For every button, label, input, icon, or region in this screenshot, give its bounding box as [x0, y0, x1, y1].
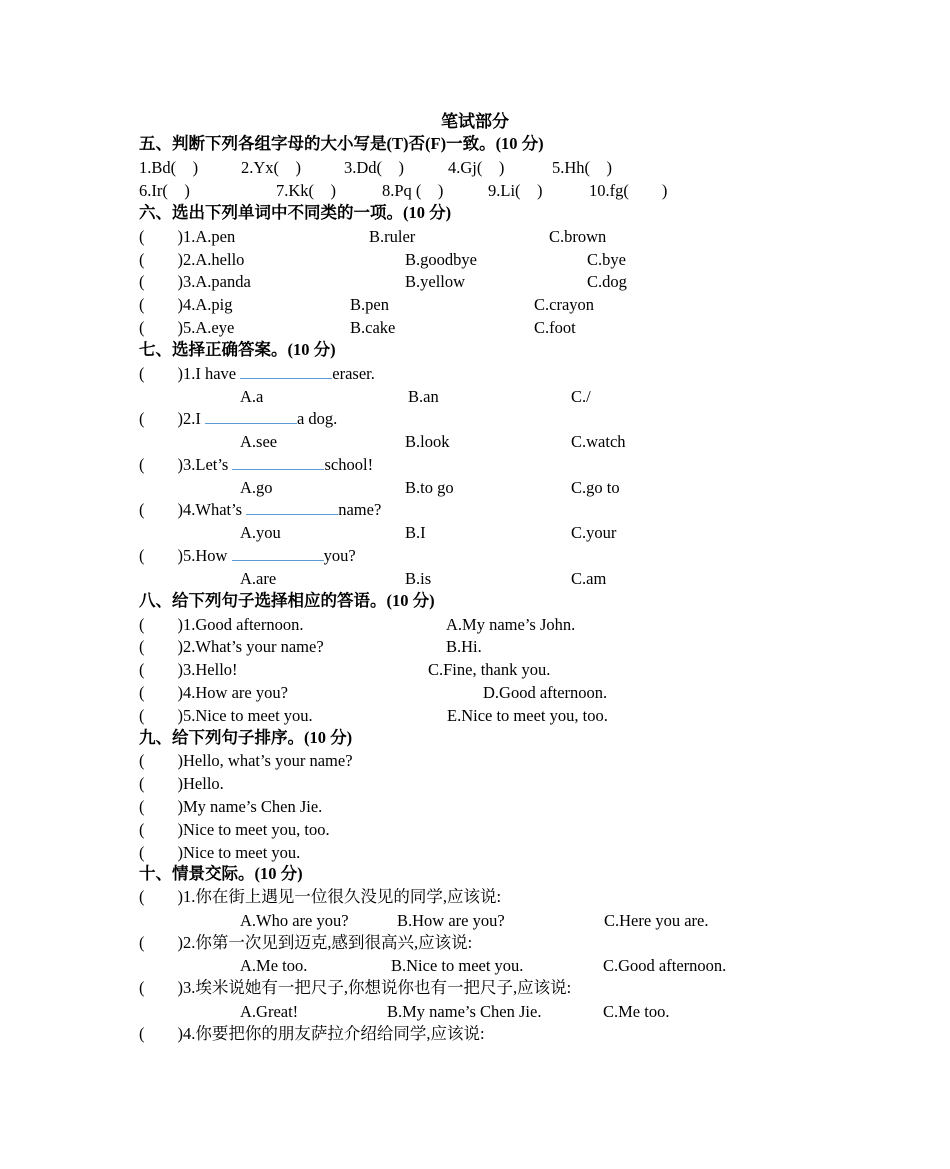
s7-option: A.you	[240, 523, 281, 542]
section-6-heading: 六、选出下列单词中不同类的一项。(10 分)	[139, 203, 452, 222]
s8-question: ( )2.What’s your name?	[139, 637, 324, 656]
s7-question-text: ( )2.I	[139, 409, 205, 428]
s7-option: B.an	[408, 387, 439, 406]
s10-option: C.Good afternoon.	[603, 956, 727, 975]
s5-item: 3.Dd( )	[344, 158, 405, 177]
s6-question: ( )1.A.pen	[139, 227, 236, 246]
section-5-heading: 五、判断下列各组字母的大小写是(T)否(F)一致。(10 分)	[139, 134, 544, 153]
s10-question: ( )2.你第一次见到迈克,感到很高兴,应该说:	[139, 933, 473, 952]
answer-blank	[232, 546, 324, 561]
s7-question-text: ( )5.How	[139, 546, 232, 565]
s7-option: B.look	[405, 432, 450, 451]
s8-question: ( )4.How are you?	[139, 683, 288, 702]
s7-question	[139, 364, 375, 384]
s9-item: ( )Hello, what’s your name?	[139, 751, 353, 770]
s6-option: C.dog	[587, 272, 627, 291]
s7-question-tail: name?	[338, 500, 382, 519]
s7-question	[139, 409, 337, 429]
s9-item: ( )Nice to meet you.	[139, 843, 301, 862]
s10-option: B.Nice to meet you.	[391, 956, 524, 975]
s7-question-text: ( )4.What’s	[139, 500, 247, 519]
s5-item: 7.Kk( )	[276, 181, 337, 200]
s7-question	[139, 546, 356, 566]
section-9-heading: 九、给下列句子排序。(10 分)	[139, 728, 353, 747]
s7-question-text: ( )3.Let’s	[139, 455, 233, 474]
s7-question-tail: a dog.	[296, 409, 338, 428]
s5-item: 4.Gj( )	[448, 158, 505, 177]
s7-question	[139, 455, 373, 475]
s9-item: ( )Hello.	[139, 774, 224, 793]
s7-option: A.are	[240, 569, 277, 588]
s6-option: B.cake	[350, 318, 396, 337]
s7-option: C./	[571, 387, 591, 406]
s7-question-text: ( )1.I have	[139, 364, 241, 383]
s10-option: A.Who are you?	[240, 911, 349, 930]
s7-option: A.go	[240, 478, 273, 497]
s6-option: C.foot	[534, 318, 576, 337]
s8-question: ( )1.Good afternoon.	[139, 615, 304, 634]
s10-option: C.Here you are.	[604, 911, 709, 930]
s10-question: ( )4.你要把你的朋友萨拉介绍给同学,应该说:	[139, 1024, 485, 1043]
answer-blank	[246, 500, 338, 515]
s10-option: A.Me too.	[240, 956, 308, 975]
s6-option: B.yellow	[405, 272, 466, 291]
s7-option: C.your	[571, 523, 617, 542]
s8-question: ( )5.Nice to meet you.	[139, 706, 313, 725]
s9-item: ( )My name’s Chen Jie.	[139, 797, 323, 816]
s5-item: 9.Li( )	[488, 181, 543, 200]
s7-option: C.am	[571, 569, 607, 588]
s5-item: 6.Ir( )	[139, 181, 190, 200]
s10-option: B.My name’s Chen Jie.	[387, 1002, 542, 1021]
s5-item: 8.Pq ( )	[382, 181, 444, 200]
s6-option: C.bye	[587, 250, 626, 269]
s8-question: ( )3.Hello!	[139, 660, 238, 679]
s7-question-tail: you?	[323, 546, 356, 565]
page-title: 笔试部分	[441, 112, 509, 131]
s6-question: ( )4.A.pig	[139, 295, 233, 314]
s8-answer: C.Fine, thank you.	[428, 660, 551, 679]
s10-option: A.Great!	[240, 1002, 299, 1021]
s5-item: 2.Yx( )	[241, 158, 302, 177]
s6-option: C.crayon	[534, 295, 595, 314]
s8-answer: E.Nice to meet you, too.	[447, 706, 608, 725]
s7-question	[139, 500, 381, 520]
s10-question: ( )1.你在街上遇见一位很久没见的同学,应该说:	[139, 887, 502, 906]
s8-answer: D.Good afternoon.	[483, 683, 608, 702]
s10-option: B.How are you?	[397, 911, 505, 930]
section-7-heading: 七、选择正确答案。(10 分)	[139, 340, 336, 359]
s5-item: 5.Hh( )	[552, 158, 613, 177]
s6-question: ( )3.A.panda	[139, 272, 251, 291]
s6-option: B.ruler	[369, 227, 416, 246]
s8-answer: A.My name’s John.	[446, 615, 576, 634]
s5-item: 10.fg( )	[589, 181, 668, 200]
s10-option: C.Me too.	[603, 1002, 670, 1021]
answer-blank	[232, 455, 324, 470]
answer-blank	[205, 409, 297, 424]
s5-item: 1.Bd( )	[139, 158, 199, 177]
s6-question: ( )2.A.hello	[139, 250, 245, 269]
s7-option: B.is	[405, 569, 432, 588]
s6-option: C.brown	[549, 227, 607, 246]
s7-option: C.watch	[571, 432, 626, 451]
s10-question: ( )3.埃米说她有一把尺子,你想说你也有一把尺子,应该说:	[139, 978, 572, 997]
s7-option: A.a	[240, 387, 264, 406]
section-8-heading: 八、给下列句子选择相应的答语。(10 分)	[139, 591, 435, 610]
s7-question-tail: school!	[324, 455, 374, 474]
s7-option: B.to go	[405, 478, 454, 497]
s9-item: ( )Nice to meet you, too.	[139, 820, 330, 839]
s6-option: B.pen	[350, 295, 389, 314]
s7-question-tail: eraser.	[332, 364, 375, 383]
s7-option: C.go to	[571, 478, 620, 497]
section-10-heading: 十、情景交际。(10 分)	[139, 864, 303, 883]
s7-option: B.I	[405, 523, 426, 542]
s6-option: B.goodbye	[405, 250, 477, 269]
answer-blank	[240, 364, 332, 379]
s8-answer: B.Hi.	[446, 637, 482, 656]
s6-question: ( )5.A.eye	[139, 318, 235, 337]
s7-option: A.see	[240, 432, 278, 451]
